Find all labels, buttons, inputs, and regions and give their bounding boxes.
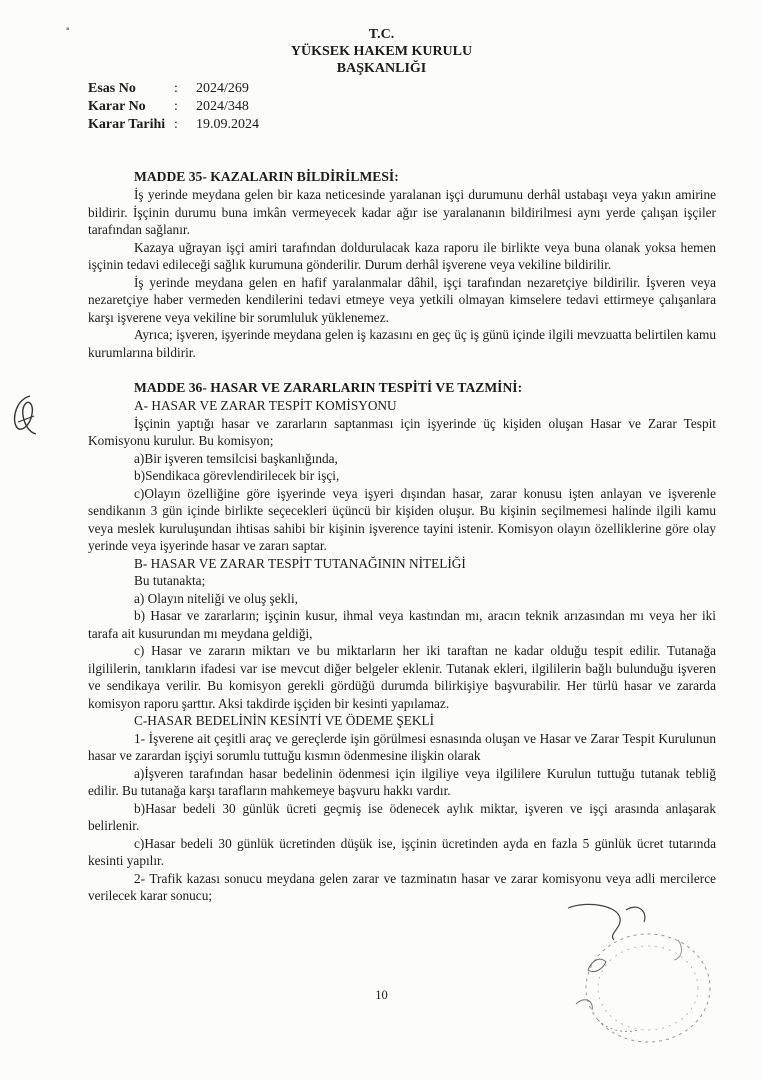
list-item: b)Hasar bedeli 30 günlük ücreti geçmiş ise ödenecek aylık miktar, işveren ve işçi arasında anlaşarak belirlenir. <box>88 800 716 833</box>
article-35-paragraph: Ayrıca; işveren, işyerinde meydana gelen iş kazasını en geç üç iş günü içinde ilgili mevzuatta belirtilen kamu kurumlarına bildirir. <box>88 327 716 360</box>
case-info-label: Esas No <box>88 81 136 96</box>
case-info-row <box>88 116 259 134</box>
case-info <box>88 80 259 134</box>
list-item: a) Olayın niteliği ve oluş şekli, <box>134 590 298 606</box>
subsection-b-heading: B- HASAR VE ZARAR TESPİT TUTANAĞININ NİTELİĞİ <box>134 555 466 571</box>
article-36-paragraph: 1- İşverene ait çeşitli araç ve gereçlerde işin görülmesi esnasında oluşan ve Hasar ve Zarar Tespit Kurulunun hasar ve zarardan işçiyi sorumlu tuttuğu kısmın ödenmesine ilişkin olarak <box>88 730 716 763</box>
case-info-label: Karar Tarihi <box>88 117 166 132</box>
article-36-paragraph: Bu tutanakta; <box>134 573 206 588</box>
section-spacer <box>88 361 716 379</box>
case-info-row <box>88 98 259 116</box>
list-item: a)İşveren tarafından hasar bedelinin ödenmesi için ilgiliye veya ilgililere Kurulun tuttuğu tutanak tebliğ edilir. Bu tutanağa karşı tarafların mahkemeye başvuru hakkı vardır. <box>88 765 716 798</box>
case-info-separator: : <box>174 99 178 114</box>
case-info-value: 2024/269 <box>196 81 249 96</box>
subsection-c-heading: C-HASAR BEDELİNİN KESİNTİ VE ÖDEME ŞEKLİ <box>134 713 435 728</box>
article-36-title: MADDE 36- HASAR VE ZARARLARIN TESPİTİ VE TAZMİNİ: <box>134 380 523 395</box>
document-header <box>0 26 763 77</box>
header-tc: T.C. <box>368 27 395 42</box>
article-35-title: MADDE 35- KAZALARIN BİLDİRİLMESİ: <box>134 169 399 184</box>
article-36-paragraph: İşçinin yaptığı hasar ve zararların saptanması için işyerinde üç kişiden oluşan Hasar ve Zarar Tespit Komisyonu kurulur. Bu komisyon; <box>88 415 716 448</box>
scan-speck: ▪ <box>66 24 70 35</box>
handwritten-initial-icon <box>8 392 40 438</box>
case-info-separator: : <box>174 117 178 132</box>
article-35-paragraph: İş yerinde meydana gelen bir kaza neticesinde yaralanan işçi durumunu derhâl ustabaşı veya yakın amirine bildirir. İşçinin durumu buna imkân vermeyecek kadar ağır ise yaralananın bildirilmesi aynı yerde çalışan işçiler tarafından sağlanır. <box>88 187 716 237</box>
list-item: c)Hasar bedeli 30 günlük ücretinden düşük ise, işçinin ücretinden ayda en fazla 5 günlük ücret tutarında kesinti yapılır. <box>88 835 716 868</box>
article-35-paragraph: İş yerinde meydana gelen en hafif yaralanmalar dâhil, işçi tarafından nezaretçiye bildirilir. İşveren veya nezaretçiye haber vermeden kendilerini tedavi etmeye veya yetkili olmayan kimselere tedavi ettirmeye çalışanlara karşı işverene veya vekiline bir sorumluluk yüklenemez. <box>88 274 716 325</box>
case-info-label: Karar No <box>88 99 146 114</box>
list-item: b)Sendikaca görevlendirilecek bir işçi, <box>134 468 340 483</box>
header-presidency: BAŞKANLIĞI <box>336 61 427 76</box>
list-item: c)Olayın özelliğine göre işyerinde veya işyeri dışından hasar, zarar konusu işten anlayan ve işverenle sendikanın 3 gün içinde birlikte seçecekleri üçüncü bir kişiden oluşur. Bu kişinin seçilmemesi halinde ilgili kamu veya meslek kuruluşundan ihtisas sahibi bir kişinin işverence tayini istenir. Komisyon olayın özelliklerine göre olay yerinde veya işyerinde hasar ve zararı saptar. <box>88 485 716 553</box>
case-info-row <box>88 80 259 98</box>
document-body <box>88 168 716 905</box>
header-institution: YÜKSEK HAKEM KURULU <box>290 44 473 59</box>
page-number: 10 <box>375 988 388 1002</box>
case-info-value: 19.09.2024 <box>196 117 259 132</box>
list-item: a)Bir işveren temsilcisi başkanlığında, <box>134 450 338 466</box>
article-36-paragraph: 2- Trafik kazası sonucu meydana gelen zarar ve tazminatın hasar ve zarar komisyonu veya adli mercilerce verilecek karar sonucu; <box>88 870 716 903</box>
case-info-value: 2024/348 <box>196 99 249 114</box>
signature-stamp-icon <box>548 900 718 1050</box>
list-item: c) Hasar ve zararın miktarı ve bu miktarların her iki taraftan ne kadar olduğu tespit edilir. Tutanağa ilgililerin, tanıkların ifadesi var ise mevcut diğer belgeler eklenir. Tutanak ekleri, ilgililerin bağlı bulunduğu işveren ve sendikaya verilir. Bu komisyon gerekli gördüğü durumda bilirkişiye başvurabilir. Her türlü hasar ve zararda komisyon raporu şarttır. Aksi takdirde işçiden bir kesinti yapılamaz. <box>88 643 716 711</box>
subsection-a-heading: A- HASAR VE ZARAR TESPİT KOMİSYONU <box>134 398 397 413</box>
list-item: b) Hasar ve zararların; işçinin kusur, ihmal veya kastından mı, aracın teknik arızasından mı veya her iki tarafa ait kusurundan mı meydana geldiği, <box>88 608 716 641</box>
case-info-separator: : <box>174 81 178 96</box>
article-35-paragraph: Kazaya uğrayan işçi amiri tarafından doldurulacak kaza raporu ile birlikte veya buna olanak yoksa hemen işçinin tedavi edileceği sağlık kurumuna gönderilir. Durum derhâl işverene veya vekiline bildirilir. <box>88 239 716 272</box>
